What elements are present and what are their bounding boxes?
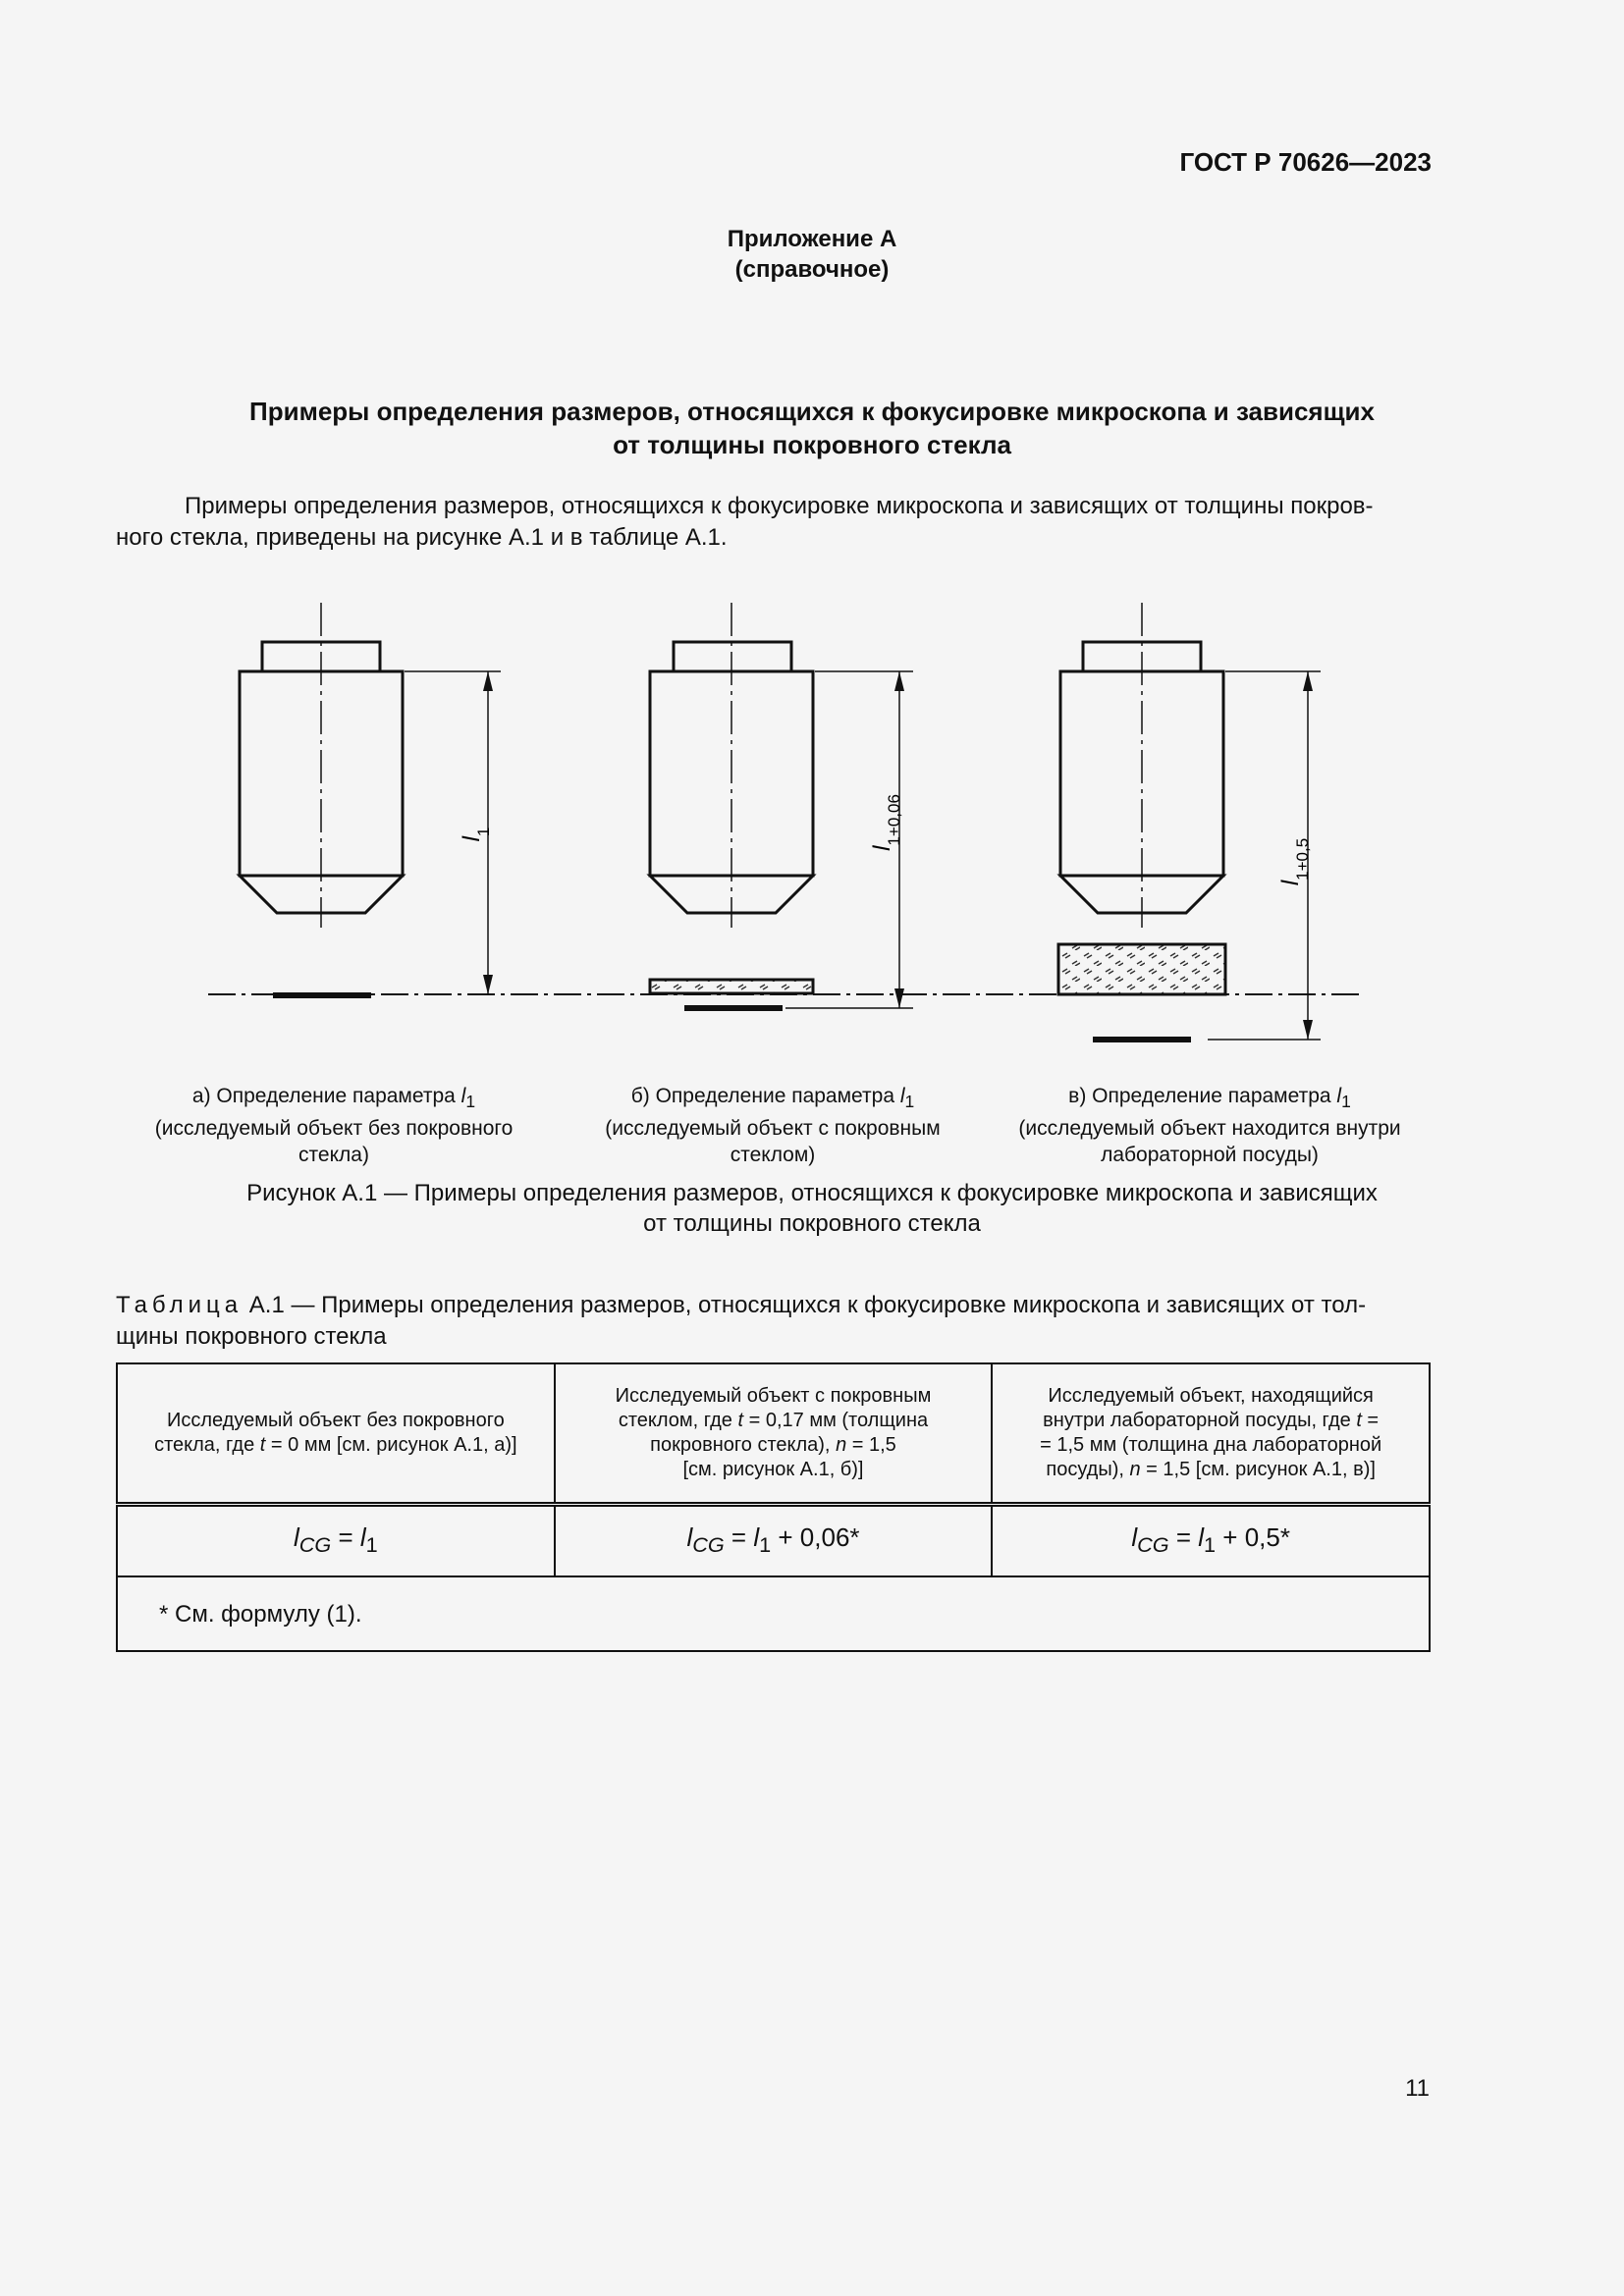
intro-line2: ного стекла, приведены на рисунке А.1 и в таблице А.1. <box>116 524 728 551</box>
formula-c: $l_{CG} = l_1 + 0,5*$ <box>992 1505 1430 1577</box>
document-code: ГОСТ Р 70626—2023 <box>1179 147 1432 177</box>
objective-c <box>1060 603 1223 928</box>
table-header-row <box>117 1363 1430 1505</box>
labware-bottom-c <box>1058 944 1225 994</box>
page-number: 11 <box>1405 2075 1430 2102</box>
table-title: Таблица А.1 — Примеры определения размеров, относящихся к фокусировке микроскопа и зависящих от тол- щины покровного стекла <box>116 1292 1367 1350</box>
appendix-title-line2: от толщины покровного стекла <box>613 430 1011 459</box>
header-col-1: Исследуемый объект без покровного стекла, где t = 0 мм [см. рисунок А.1, а)] <box>117 1363 555 1505</box>
cover-glass-b <box>650 980 813 993</box>
table-footnote-row <box>117 1576 1430 1651</box>
specimen-c <box>1093 1037 1191 1042</box>
subcaption-c: в) Определение параметра $l_1$ (исследуемый объект находится внутри лабораторной посуды) <box>1018 1085 1401 1167</box>
formula-a: $l_{CG} = l_1$ <box>117 1505 555 1577</box>
subcaption-b: б) Определение параметра $l_1$ (исследуемый объект с покровным стеклом) <box>605 1085 941 1167</box>
intro-paragraph <box>116 491 1432 554</box>
objective-b <box>650 603 813 928</box>
appendix-label: Приложение А <box>727 226 897 252</box>
specimen-a <box>273 992 371 998</box>
dimension-label-c: $l_{1+0,5}$ <box>1277 837 1312 886</box>
intro-line1: Примеры определения размеров, относящихся к фокусировке микроскопа и зависящих от толщины покров- <box>185 493 1374 519</box>
subcaption-a: а) Определение параметра $l_1$ (исследуемый объект без покровного стекла) <box>154 1085 514 1167</box>
table-footnote: * См. формулу (1). <box>117 1576 1430 1651</box>
objective-a <box>240 603 403 928</box>
header-col-3: Исследуемый объект, находящийся внутри лабораторной посуды, где t = = 1,5 мм (толщина дна лабораторной посуды), n = 1,5 [см. рисунок А.1, в)] <box>992 1363 1430 1505</box>
specimen-b <box>684 1005 783 1011</box>
appendix-title-line1: Примеры определения размеров, относящихся к фокусировке микроскопа и зависящих <box>249 397 1375 426</box>
table-formula-row <box>117 1505 1430 1577</box>
formula-b: $l_{CG} = l_1 + 0,06*$ <box>555 1505 993 1577</box>
appendix-type: (справочное) <box>734 256 890 283</box>
appendix-title <box>0 395 1624 461</box>
figure-a1-drawing <box>0 589 1624 1060</box>
dimension-label-a: $l_1$ <box>459 827 493 842</box>
dimension-label-b: $l_{1+0,06}$ <box>869 794 903 851</box>
figure-caption: Рисунок А.1 — Примеры определения размеров, относящихся к фокусировке микроскопа и зависящих от толщины покровного стекла <box>246 1180 1378 1237</box>
header-col-2: Исследуемый объект с покровным стеклом, где t = 0,17 мм (толщина покровного стекла), n = 1,5 [см. рисунок А.1, б)] <box>555 1363 993 1505</box>
table-a1 <box>116 1362 1431 1652</box>
